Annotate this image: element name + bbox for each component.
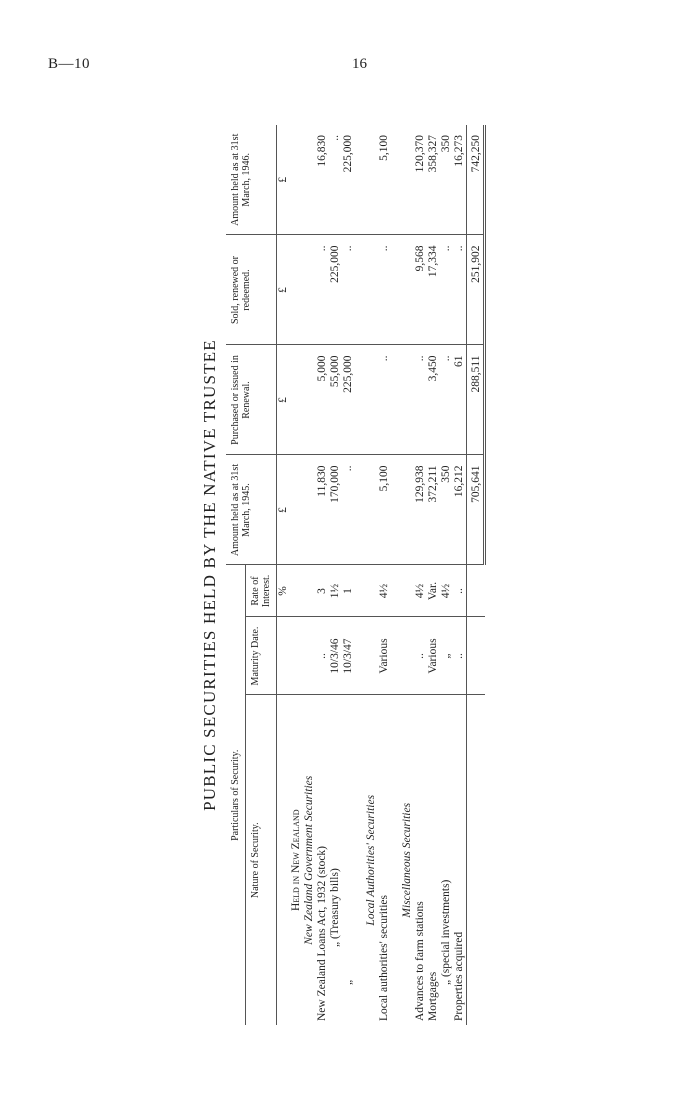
- rate-header: Rate of Interest.: [246, 565, 277, 617]
- rate-cell: 1: [342, 565, 355, 617]
- total-purchased: 288,511: [467, 345, 485, 455]
- table-row: [329, 125, 342, 1025]
- held-1945-cell: 129,938: [414, 455, 427, 565]
- table-row: [453, 125, 467, 1025]
- nature-cell: Local authorities' securities: [378, 895, 390, 1021]
- held-1945-cell: 11,830: [316, 455, 329, 565]
- sold-cell: 9,568: [414, 235, 427, 345]
- nature-cell: Advances to farm stations: [414, 901, 426, 1021]
- page-number: 16: [352, 56, 367, 72]
- rate-unit: %: [277, 565, 291, 617]
- purchased-cell: 3,450: [427, 345, 440, 455]
- held-1946-cell: 16,273: [453, 125, 467, 235]
- sold-cell: 225,000: [329, 235, 342, 345]
- money-unit: £: [277, 345, 291, 455]
- held-1946-cell: 5,100: [378, 125, 391, 235]
- maturity-cell: ..: [453, 617, 467, 695]
- nature-cell: „ (special investments): [440, 879, 452, 985]
- held-1946-cell: ..: [329, 125, 342, 235]
- held-1945-cell: 350: [440, 455, 453, 565]
- held-1946-cell: 350: [440, 125, 453, 235]
- purchased-cell: ..: [414, 345, 427, 455]
- rate-cell: 3: [316, 565, 329, 617]
- purchased-cell: 55,000: [329, 345, 342, 455]
- table-row: [342, 125, 355, 1025]
- table-title: PUBLIC SECURITIES HELD BY THE NATIVE TRUSTEE: [200, 339, 219, 811]
- maturity-cell: 10/3/46: [329, 617, 342, 695]
- maturity-cell: Various: [427, 617, 440, 695]
- sold-cell: ..: [453, 235, 467, 345]
- table-row: [440, 125, 453, 1025]
- purchased-cell: 225,000: [342, 345, 355, 455]
- held-1946-cell: 225,000: [342, 125, 355, 235]
- table-row: [378, 125, 391, 1025]
- subsection-heading: Miscellaneous Securities: [401, 802, 413, 918]
- subsection-heading: New Zealand Government Securities: [303, 775, 315, 945]
- money-unit: £: [277, 125, 291, 235]
- nature-cell: New Zealand Loans Act, 1932 (stock): [316, 845, 328, 1021]
- held-1945-cell: 5,100: [378, 455, 391, 565]
- purchased-cell: ..: [440, 345, 453, 455]
- held-1945-cell: 170,000: [329, 455, 342, 565]
- sold-header: Sold, renewed or redeemed.: [226, 235, 277, 345]
- section-heading: Held in New Zealand: [290, 809, 302, 912]
- held-1946-cell: 358,327: [427, 125, 440, 235]
- purchased-cell: 5,000: [316, 345, 329, 455]
- rate-cell: 1½: [329, 565, 342, 617]
- table-row: [414, 125, 427, 1025]
- total-held-1946: 742,250: [467, 125, 485, 235]
- held-1945-header: Amount held as at 31st March, 1945.: [226, 455, 277, 565]
- purchased-header: Purchased or issued in Renewal.: [226, 345, 277, 455]
- maturity-cell: 10/3/47: [342, 617, 355, 695]
- sold-cell: ..: [440, 235, 453, 345]
- nature-cell: „ (Treasury bills): [329, 868, 341, 947]
- maturity-header: Maturity Date.: [246, 617, 277, 695]
- maturity-cell: Various: [378, 617, 391, 695]
- particulars-header: Particulars of Security.: [226, 565, 246, 1025]
- subsection-heading: Local Authorities' Securities: [365, 794, 377, 926]
- rotated-table-block: [200, 125, 530, 1025]
- rate-cell: Var.: [427, 565, 440, 617]
- totals-row: [467, 125, 485, 1025]
- rate-cell: 4½: [440, 565, 453, 617]
- sold-cell: ..: [316, 235, 329, 345]
- held-1945-cell: 16,212: [453, 455, 467, 565]
- nature-cell: „: [342, 979, 354, 985]
- maturity-cell: „: [440, 617, 453, 695]
- total-sold: 251,902: [467, 235, 485, 345]
- page-header-code: B—10: [48, 56, 91, 72]
- money-unit: £: [277, 455, 291, 565]
- sold-cell: ..: [342, 235, 355, 345]
- held-1946-cell: 16,830: [316, 125, 329, 235]
- rate-cell: ..: [453, 565, 467, 617]
- held-1945-cell: ..: [342, 455, 355, 565]
- money-unit: £: [277, 235, 291, 345]
- total-held-1945: 705,641: [467, 455, 485, 565]
- held-1946-header: Amount held as at 31st March, 1946.: [226, 125, 277, 235]
- securities-table: [226, 125, 486, 1025]
- table-row: [316, 125, 329, 1025]
- nature-cell: Properties acquired: [453, 931, 465, 1021]
- rate-cell: 4½: [414, 565, 427, 617]
- maturity-cell: ..: [316, 617, 329, 695]
- maturity-cell: ..: [414, 617, 427, 695]
- nature-header: Nature of Security.: [246, 695, 277, 1025]
- rate-cell: 4½: [378, 565, 391, 617]
- held-1945-cell: 372,211: [427, 455, 440, 565]
- sold-cell: ..: [378, 235, 391, 345]
- held-1946-cell: 120,370: [414, 125, 427, 235]
- sold-cell: 17,334: [427, 235, 440, 345]
- table-row: [427, 125, 440, 1025]
- purchased-cell: 61: [453, 345, 467, 455]
- nature-cell: Mortgages: [427, 971, 439, 1021]
- purchased-cell: ..: [378, 345, 391, 455]
